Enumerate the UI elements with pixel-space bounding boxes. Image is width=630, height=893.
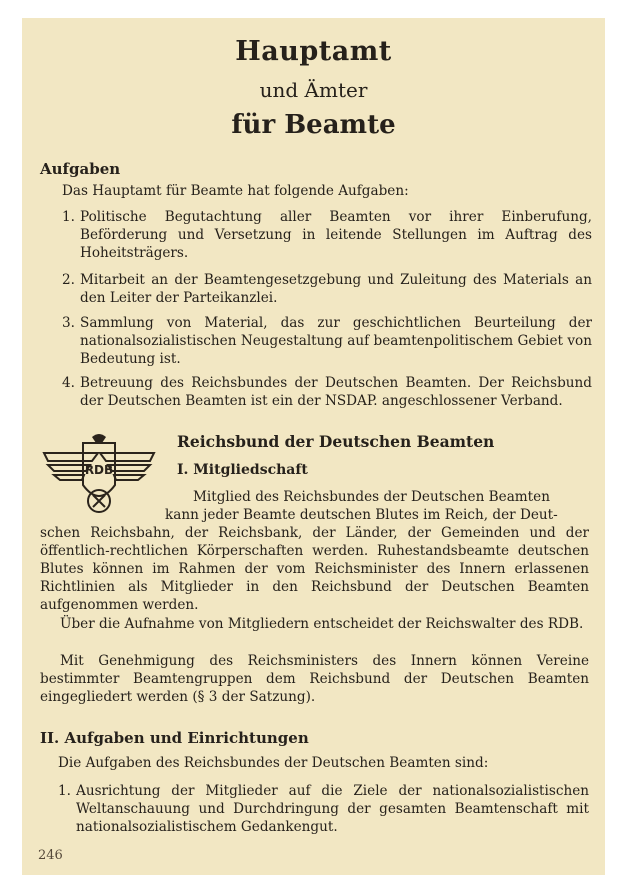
task-number: 4. — [62, 375, 75, 391]
task-number: 3. — [62, 315, 75, 331]
tasks-heading: Aufgaben — [40, 160, 121, 178]
page-title-line3: für Beamte — [231, 110, 396, 140]
rdb-emblem-icon — [40, 431, 158, 523]
page-number: 246 — [38, 848, 63, 863]
task-text: Mitarbeit an der Beamtengesetzgebung und Zuleitung des Materials an den Leiter der Parteikanzlei. — [80, 272, 592, 306]
membership-admission: Über die Aufnahme von Mitgliedern entscheidet der Reichswalter des RDB. — [60, 616, 584, 632]
emblem-label: RDB — [84, 463, 114, 477]
duty-text: Ausrichtung der Mitglieder auf die Ziele der nationalsozialistischen Weltanschauung und Durchdringung der gesamten Beamtenschaft mit nationalsozialistischem Gedankengut. — [76, 783, 589, 835]
task-item — [62, 374, 592, 410]
tasks-intro: Das Hauptamt für Beamte hat folgende Aufgaben: — [62, 183, 409, 199]
membership-paragraph: schen Reichsbahn, der Reichsbank, der Länder, der Gemeinden und der öffentlich-rechtlichen Körperschaften werden. Ruhestandsbeamte deutschen Blutes können im Rahmen der vom Reichsminister des Innern erlassenen Richtlinien als Mitglieder in den Reichsbund der Deutschen Beamten aufgenommen werden. — [40, 525, 589, 613]
membership-line1: Mitglied des Reichsbundes der Deutschen Beamten — [193, 489, 550, 505]
task-number: 2. — [62, 272, 75, 288]
page-subtitle: und Ämter — [259, 78, 368, 102]
duty-number: 1. — [58, 783, 71, 799]
task-item — [62, 208, 592, 262]
duty-item — [58, 782, 589, 836]
task-text: Politische Begutachtung aller Beamten vor ihrer Einberufung, Beförderung und Versetzung in leitende Stellungen im Auftrag des Hoheitsträgers. — [80, 209, 592, 261]
membership-associations: Mit Genehmigung des Reichsministers des Innern können Vereine bestimmter Beamtengruppen dem Reichsbund der Deutschen Beamten eingegliedert werden (§ 3 der Satzung). — [40, 653, 589, 705]
task-text: Sammlung von Material, das zur geschichtlichen Beurteilung der nationalsozialistischen Neugestaltung auf beamtenpolitischem Gebiet von Bedeutung ist. — [80, 315, 592, 367]
duties-heading: II. Aufgaben und Einrichtungen — [40, 729, 309, 747]
book-page — [22, 18, 605, 875]
task-item — [62, 271, 592, 307]
task-item — [62, 314, 592, 368]
duties-intro: Die Aufgaben des Reichsbundes der Deutschen Beamten sind: — [58, 755, 489, 771]
membership-heading: I. Mitgliedschaft — [177, 462, 308, 478]
task-number: 1. — [62, 209, 75, 225]
membership-line2: kann jeder Beamte deutschen Blutes im Reich, der Deut- — [165, 507, 558, 523]
reichsbund-heading: Reichsbund der Deutschen Beamten — [177, 432, 495, 451]
page-title: Hauptamt — [235, 36, 392, 67]
task-text: Betreuung des Reichsbundes der Deutschen Beamten. Der Reichsbund der Deutschen Beamten ist ein der NSDAP. angeschlossener Verband. — [80, 375, 592, 409]
